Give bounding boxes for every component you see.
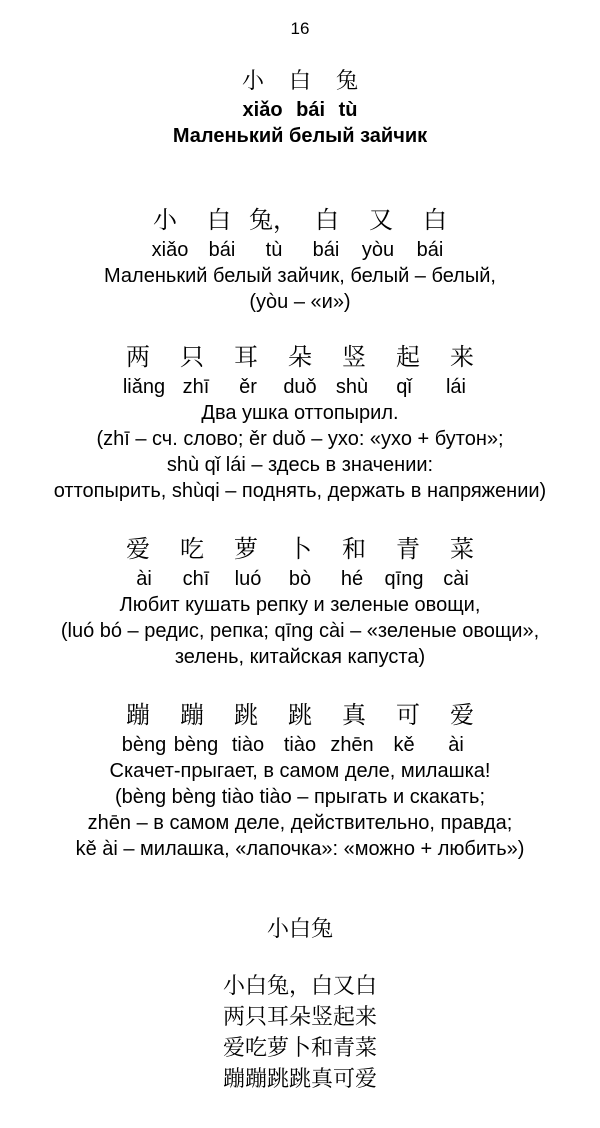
- hanzi-char: 只: [180, 343, 204, 371]
- hanzi-char: 可: [396, 701, 420, 729]
- hanzi-char: 卜: [288, 535, 312, 563]
- poem-line: 两只耳朵竖起来: [222, 1005, 377, 1030]
- poem-title: 小白兔: [266, 917, 333, 942]
- translation-line: Скачет-прыгает, в самом деле, милашка!: [109, 760, 491, 782]
- stanza-pinyin-row: [0, 237, 600, 263]
- pinyin-syllable: liǎng: [122, 376, 166, 398]
- pinyin-syllable: ěr: [239, 376, 257, 398]
- note-line: зелень, китайская капуста): [174, 646, 426, 668]
- note-line: оттопырить, shùqi – поднять, держать в напряжении): [53, 480, 547, 502]
- translation-line: Маленький белый зайчик, белый – белый,: [104, 265, 496, 287]
- pinyin-syllable: qǐ: [396, 376, 412, 398]
- poem-block: [0, 915, 600, 1095]
- stanza-hanzi-row: [0, 340, 600, 374]
- hanzi-char: 吃: [180, 535, 204, 563]
- translation-line: Любит кушать репку и зеленые овощи,: [119, 594, 481, 616]
- pinyin-syllable: bèng: [173, 734, 219, 756]
- poem-line: 小白兔，白又白: [222, 974, 377, 999]
- hanzi-char: 白: [315, 206, 339, 234]
- pinyin-syllable: kě: [393, 734, 415, 756]
- hanzi-char: 和: [342, 535, 366, 563]
- note-line: kě ài – милашка, «лапочка»: «можно + любить»): [75, 838, 525, 860]
- note-line: (yòu – «и»): [249, 291, 351, 313]
- note-line: zhēn – в самом деле, действительно, правда;: [87, 812, 513, 834]
- pinyin-syllable: zhī: [182, 376, 210, 398]
- pinyin-syllable: luó: [234, 568, 262, 590]
- translation-line: Два ушка оттопырил.: [201, 402, 399, 424]
- pinyin-syllable: bò: [288, 568, 312, 590]
- hanzi-char: 兔，: [249, 206, 297, 234]
- hanzi-char: 两: [126, 343, 150, 371]
- hanzi-char: 菜: [450, 535, 474, 563]
- pinyin-syllable: bái: [312, 239, 340, 261]
- pinyin-syllable: xiǎo: [151, 239, 189, 261]
- stanza-2: [0, 340, 600, 504]
- stanza-hanzi-row: [0, 532, 600, 566]
- hanzi-char: 耳: [234, 343, 258, 371]
- hanzi-char: 小: [153, 206, 177, 234]
- stanza-pinyin-row: [0, 374, 600, 400]
- hanzi-char: 青: [396, 535, 420, 563]
- pinyin-syllable: yòu: [361, 239, 395, 261]
- note-line: (luó bó – редис, репка; qīng cài – «зеленые овощи»,: [60, 620, 540, 642]
- pinyin-syllable: cài: [443, 568, 469, 590]
- title-block: [0, 67, 600, 149]
- hanzi-char: 蹦: [180, 701, 204, 729]
- stanza-3: [0, 532, 600, 670]
- stanza-hanzi-row: [0, 203, 600, 237]
- hanzi-char: 爱: [450, 701, 474, 729]
- hanzi-char: 爱: [126, 535, 150, 563]
- page-number: 16: [290, 19, 310, 38]
- note-line: shù qǐ lái – здесь в значении:: [166, 454, 434, 476]
- poem-line: 蹦蹦跳跳真可爱: [222, 1067, 377, 1092]
- hanzi-char: 竖: [342, 343, 366, 371]
- hanzi-char: 萝: [234, 535, 258, 563]
- pinyin-syllable: duǒ: [283, 376, 317, 398]
- hanzi-char: 真: [342, 701, 366, 729]
- title-pinyin: xiǎo bái tù: [242, 99, 358, 121]
- pinyin-syllable: shù: [335, 376, 369, 398]
- stanza-hanzi-row: [0, 698, 600, 732]
- hanzi-char: 起: [396, 343, 420, 371]
- pinyin-syllable: tù: [265, 239, 283, 261]
- stanza-4: [0, 698, 600, 862]
- stanza-pinyin-row: [0, 566, 600, 592]
- stanza-1: [0, 203, 600, 315]
- pinyin-syllable: bái: [416, 239, 444, 261]
- hanzi-char: 蹦: [126, 701, 150, 729]
- hanzi-char: 跳: [234, 701, 258, 729]
- pinyin-syllable: chī: [182, 568, 210, 590]
- hanzi-char: 又: [369, 206, 393, 234]
- pinyin-syllable: bái: [208, 239, 236, 261]
- pinyin-syllable: qīng: [384, 568, 424, 590]
- hanzi-char: 白: [423, 206, 447, 234]
- title-russian: Маленький белый зайчик: [172, 125, 428, 147]
- note-line: (bèng bèng tiào tiào – прыгать и скакать;: [114, 786, 486, 808]
- pinyin-syllable: ài: [136, 568, 152, 590]
- pinyin-syllable: hé: [340, 568, 364, 590]
- hanzi-char: 白: [207, 206, 231, 234]
- poem-line: 爱吃萝卜和青菜: [222, 1036, 377, 1061]
- pinyin-syllable: bèng: [121, 734, 167, 756]
- pinyin-syllable: tiào: [231, 734, 265, 756]
- pinyin-syllable: zhēn: [330, 734, 374, 756]
- pinyin-syllable: tiào: [283, 734, 317, 756]
- stanza-pinyin-row: [0, 732, 600, 758]
- title-hanzi: 小 白 兔: [242, 69, 358, 94]
- note-line: (zhī – сч. слово; ěr duǒ – ухо: «ухо + бутон»;: [96, 428, 504, 450]
- hanzi-char: 跳: [288, 701, 312, 729]
- hanzi-char: 来: [450, 343, 474, 371]
- hanzi-char: 朵: [288, 343, 312, 371]
- pinyin-syllable: lái: [445, 376, 466, 398]
- pinyin-syllable: ài: [448, 734, 464, 756]
